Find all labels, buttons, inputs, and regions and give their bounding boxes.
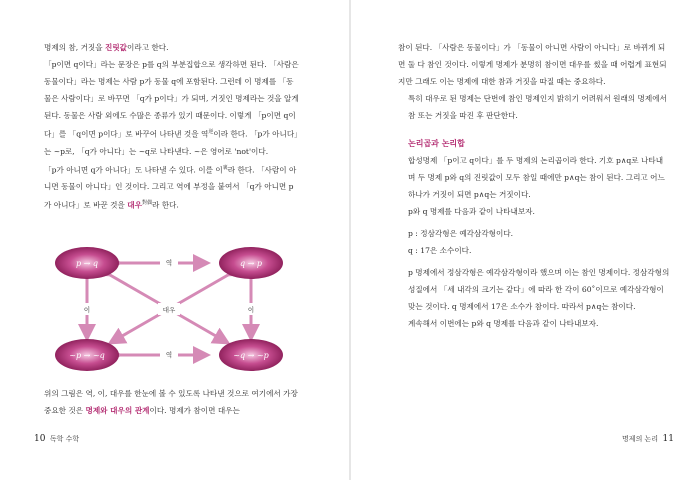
text: 위의 그림은 역, 이, 대우를 한눈에 볼 수 있도록 나타낸 것으로 여기에서 가장 중요한 것은 [44,389,298,415]
term-truth-value: 진릿값 [105,43,128,52]
running-title: 명제의 논리 [622,435,659,443]
text: 라 한다. [151,200,179,210]
paragraph [34,385,300,419]
svg-text:~q → ~p: ~q → ~p [233,351,269,360]
page-number: 11 [662,434,674,444]
converse-inverse-diagram [55,245,285,373]
hanja-inverse: 裏 [222,164,228,171]
paragraph: p 명제에서 정삼각형은 예각삼각형이라 했으며 이는 참인 명제이다. 정삼각형의 성질에서 「세 내각의 크기는 같다」에 따라 한 각이 60˚이므로 예각삼각형이 맞는 것이다. q 명제에서 17은 소수가 참이다. 따라서 p∧q는 참이다. [408,268,670,311]
hanja-converse: 逆 [208,129,214,135]
svg-text:q → p: q → p [239,259,263,268]
paragraph: 계속해서 이번에는 p와 q 명제를 다음과 같이 나타내보자. [408,319,599,328]
label-inverse-right: 이 [247,306,255,314]
left-text-column [34,39,300,214]
left-page [0,0,349,480]
left-text-column-bottom [34,385,300,419]
paragraph: 특히 대우로 된 명제는 단번에 참인 명제인지 밝히기 어려워서 원래의 명제에서 참 또는 거짓을 따진 후 판단한다. [408,94,667,120]
text: 이라 한다. 「p가 아니다」는 ~p로, 「q가 아니다」는 ~q로 나타낸다. ~은 영어로 'not'이다. [44,129,298,156]
text: 명제의 참, 거짓을 [44,43,106,52]
diagram-svg [55,245,285,373]
node-converse [219,247,283,279]
label-converse-bottom: 역 [165,351,173,359]
emphasis-relationship: 명제와 대우의 관계 [85,406,150,415]
node-contrapositive [219,339,283,371]
right-footer [622,434,674,444]
term-contrapositive: 대우 [127,200,142,210]
label-converse-top: 역 [165,259,173,267]
right-page [351,0,700,480]
statement-q: q : 17은 소수이다. [408,246,472,255]
section-heading: 논리곱과 논리합 [408,138,465,148]
text: 이라고 한다. [127,43,169,52]
label-inverse-left: 이 [83,306,91,314]
statement-p: p : 정삼각형은 예각삼각형이다. [408,229,514,238]
text: 라 한다. 「사람이 아니면 동물이 아니다」인 것이다. 그리고 역에 부정을 붙여서 「q가 아니면 p가 아니다」로 바꾼 것을 [44,165,297,210]
paragraph: 참이 된다. 「사람은 동물이다」가 「동물이 아니면 사람이 아니다」로 바뀌게 되면 둘 다 참인 것이다. 이렇게 명제가 분명히 참이면 대우를 썼을 때 어렵게 표현되지만 그래도 이는 명제에 대한 참과 거짓을 따질 때는 중요하다. [398,43,667,86]
text: 「p이면 q이다」라는 문장은 p를 q의 부분집합으로 생각하면 된다. 「사람은 동물이다」라는 명제는 사람 p가 동물 q에 포함된다. 그런데 이 명제를 「동물은 사람이다」로 바꾸면 「q가 p이다」가 되며, 거짓인 명제라는 것을 알게 된다. 동물은 사람 외에도 수많은 종류가 있기 때문이다. 이렇게 「p이면 q이다」를 「q이면 p이다」로 바꾸어 나타낸 것을 역 [44,60,299,139]
text: 이다. 명제가 참이면 대우는 [149,406,240,415]
paragraph: p와 q 명제를 다음과 같이 나타내보자. [408,207,535,216]
node-inverse [55,339,119,371]
left-footer [34,434,79,444]
label-contrapositive: 대우 [162,306,176,314]
node-original [55,247,119,279]
text: 「p가 아니면 q가 아니다」도 나타낼 수 있다. 이를 이 [44,165,223,175]
svg-text:~p → ~q: ~p → ~q [69,351,105,360]
paragraph [34,56,300,160]
svg-text:p → q: p → q [75,259,99,268]
paragraph: 합성명제 「p이고 q이다」를 두 명제의 논리곱이라 한다. 기호 p∧q로 나타내며 두 명제 p와 q의 진릿값이 모두 참일 때에만 p∧q는 참이 된다. 그리고 어느 하나가 거짓이 되면 p∧q는 거짓이다. [408,156,665,199]
hanja-contrapositive: 對偶 [141,200,152,207]
page-number: 10 [34,434,46,444]
paragraph [34,39,300,56]
running-title: 독학 수학 [49,435,80,443]
paragraph [34,160,300,214]
right-text-column [398,39,670,332]
